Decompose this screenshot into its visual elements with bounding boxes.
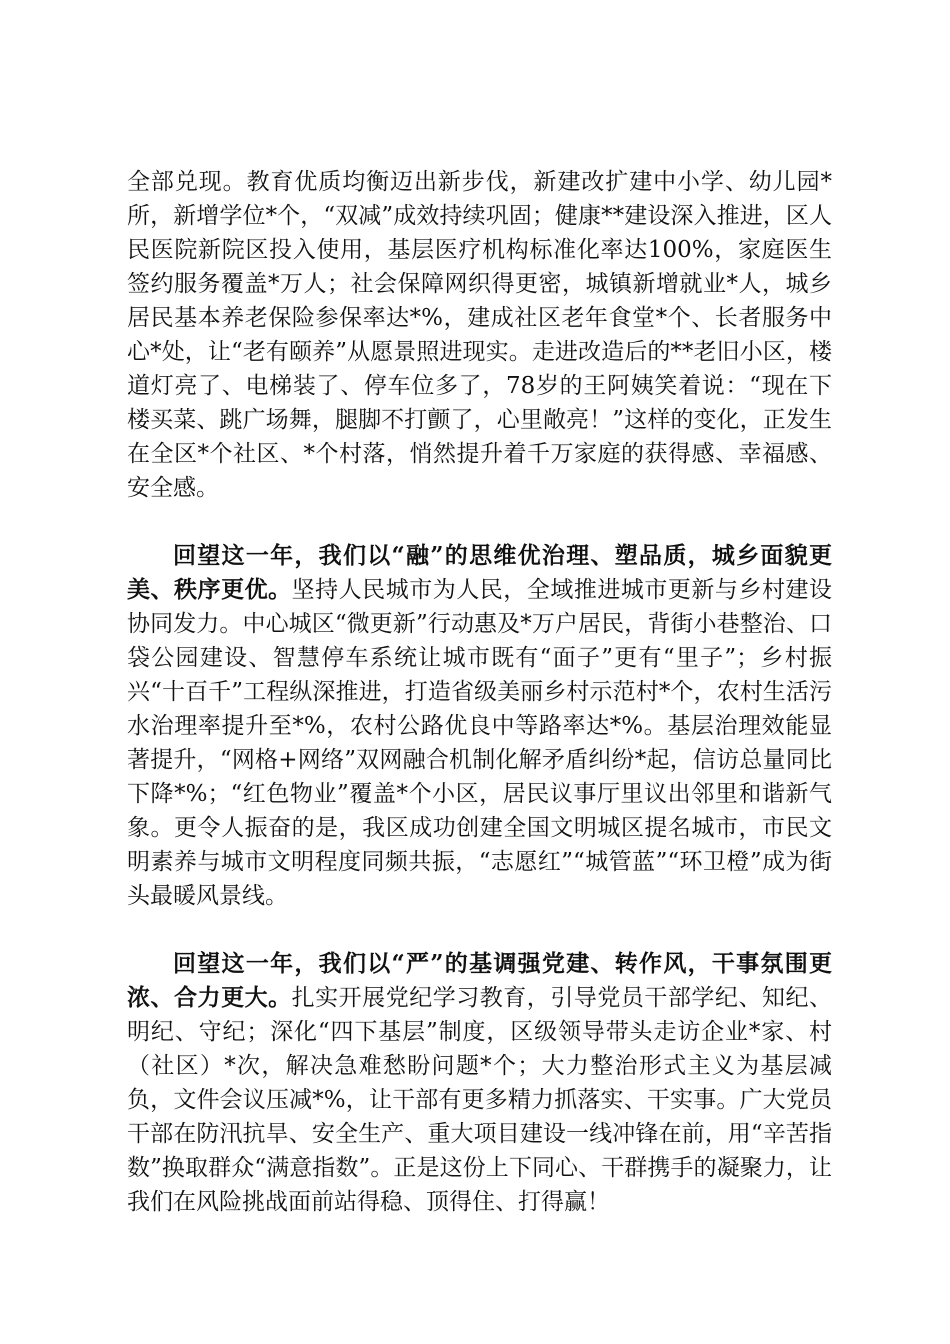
paragraph-text: 扎实开展党纪学习教育，引导党员干部学纪、知纪、明纪、守纪；深化“四下基层”制度，区级领导带头走访企业*家、村（社区）*次，解决急难愁盼问题*个；大力整治形式主义为基层减负，文件会议压减*%，让干部有更多精力抓落实、干实事。广大党员干部在防汛抗旱、安全生产、重大项目建设一线冲锋在前，用“辛苦指数”换取群众“满意指数”。正是这份上下同心、干群携手的凝聚力，让我们在风险挑战面前站得稳、顶得住、打得赢！ — [127, 985, 833, 1215]
paragraph-text: 坚持人民城市为人民，全域推进城市更新与乡村建设协同发力。中心城区“微更新”行动惠及*万户居民，背街小巷整治、口袋公园建设、智慧停车系统让城市既有“面子”更有“里子”；乡村振兴“十百千”工程纵深推进，打造省级美丽乡村示范村*个，农村生活污水治理率提升至*%，农村公路优良中等路率达*%。基层治理效能显著提升，“网格+网络”双网融合机制化解矛盾纠纷*起，信访总量同比下降*%；“红色物业”覆盖*个小区，居民议事厅里议出邻里和谐新气象。更令人振奋的是，我区成功创建全国文明城区提名城市，市民文明素养与城市文明程度同频共振，“志愿红”“城管蓝”“环卫橙”成为街头最暖风景线。 — [127, 577, 833, 909]
paragraph-lead: 回望这一年，我们以“融”的思维优治理、塑品质，城乡面貌更美、秩序更优。 — [127, 542, 832, 603]
document-body — [127, 165, 832, 1219]
paragraph-livelihood — [127, 165, 832, 505]
paragraph-text: 全部兑现。教育优质均衡迈出新步伐，新建改扩建中小学、幼儿园*所，新增学位*个，“双减”成效持续巩固；健康**建设深入推进，区人民医院新院区投入使用，基层医疗机构标准化率达100%，家庭医生签约服务覆盖*万人；社会保障网织得更密，城镇新增就业*人，城乡居民基本养老保险参保率达*%，建成社区老年食堂*个、长者服务中心*处，让“老有颐养”从愿景照进现实。走进改造后的**老旧小区，楼道灯亮了、电梯装了、停车位多了，78岁的王阿姨笑着说：“现在下楼买菜、跳广场舞，腿脚不打颤了，心里敞亮！”这样的变化，正发生在全区*个社区、*个村落，悄然提升着千万家庭的获得感、幸福感、安全感。 — [127, 169, 832, 501]
paragraph-governance — [127, 539, 832, 913]
paragraph-party-building — [127, 947, 832, 1219]
paragraph-lead: 回望这一年，我们以“严”的基调强党建、转作风，干事氛围更浓、合力更大。 — [127, 950, 832, 1011]
